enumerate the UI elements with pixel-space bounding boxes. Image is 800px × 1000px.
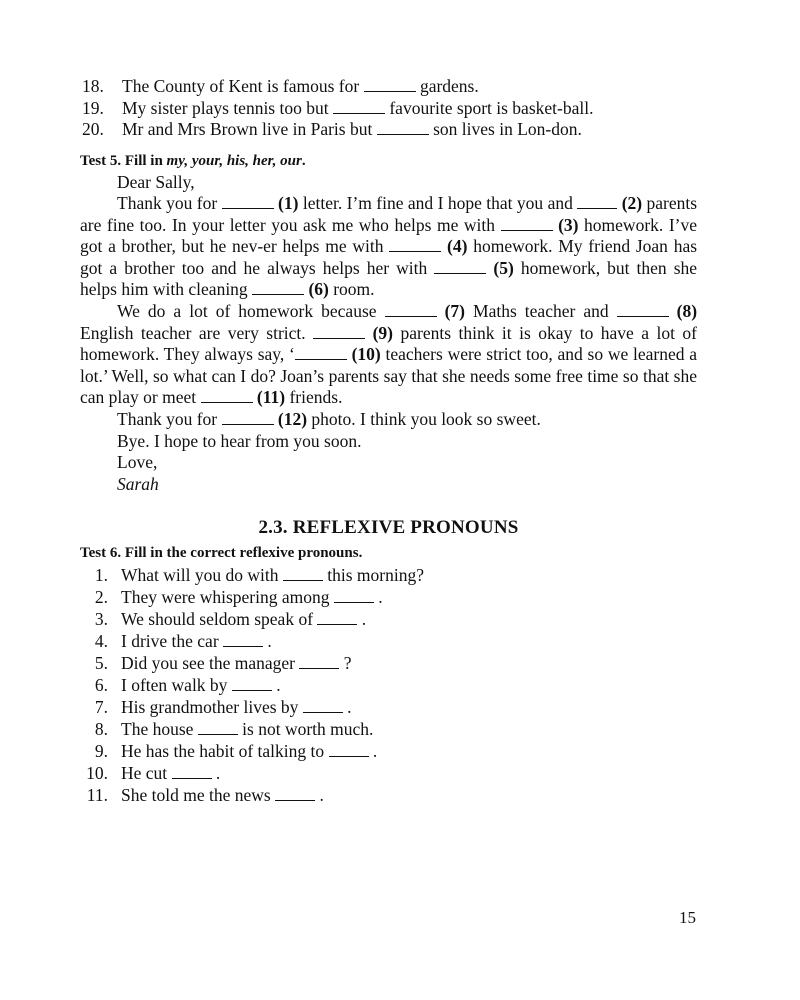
exercise-list-top	[80, 76, 697, 141]
blank-line[interactable]	[364, 77, 416, 92]
letter-closing: Bye. I hope to hear from you soon.	[117, 430, 362, 451]
blank-line[interactable]	[333, 99, 385, 114]
blank-line[interactable]	[252, 280, 304, 295]
blank-line[interactable]	[172, 764, 212, 779]
item-number: 10.	[86, 763, 108, 784]
exercise-list-test6	[80, 564, 697, 806]
blank-line[interactable]	[577, 194, 617, 209]
blank-line[interactable]	[329, 742, 369, 757]
list-item: 9. He has the habit of talking to .	[80, 740, 697, 762]
item-number: 9.	[94, 741, 108, 762]
test6-heading: Test 6. Fill in the correct reflexive pronouns.	[80, 545, 363, 562]
list-item: 3. We should seldom speak of .	[80, 608, 697, 630]
page-content	[80, 76, 697, 806]
letter	[80, 172, 697, 496]
blank-line[interactable]	[313, 324, 365, 339]
list-item: 10. He cut .	[80, 762, 697, 784]
blank-line[interactable]	[232, 676, 272, 691]
list-item: 20. Mr and Mrs Brown live in Paris but son lives in Lon-don.	[82, 119, 582, 139]
blank-line[interactable]	[299, 654, 339, 669]
letter-paragraph-1: Thank you for (1) letter. I’m fine and I hope that you and (2) parents are fine too. In your letter you ask me who helps me with (3) homework. I’ve got a brother, but he nev-er helps me with (4) homework. My friend Joan has got a brother too and he always helps her with (5) homework, but then she helps him with cleaning (6) room.	[80, 193, 698, 300]
letter-paragraph-2: We do a lot of homework because (7) Maths teacher and (8) English teacher are very strict. (9) parents think it is okay to have a lot of homework. They always say, ‘ (10) teachers were strict too, and so we learned a lot.’ Well, so what can I do? Joan’s parents say that she needs some free time so that she can play or meet (11) friends.	[80, 301, 698, 408]
item-number: 11.	[86, 785, 108, 806]
item-number: 7.	[94, 697, 108, 718]
list-item: 8. The house is not worth much.	[80, 718, 697, 740]
blank-line[interactable]	[223, 632, 263, 647]
list-item: 6. I often walk by .	[80, 674, 697, 696]
list-item: 11. She told me the news .	[80, 784, 697, 806]
test5-heading: Test 5. Fill in my, your, his, her, our.	[80, 152, 306, 169]
blank-line[interactable]	[295, 345, 347, 360]
blank-line[interactable]	[201, 388, 253, 403]
letter-love: Love,	[117, 452, 158, 473]
blank-line[interactable]	[222, 194, 274, 209]
blank-line[interactable]	[385, 302, 437, 317]
blank-line[interactable]	[317, 610, 357, 625]
item-number: 4.	[94, 631, 108, 652]
blank-line[interactable]	[617, 302, 669, 317]
list-item: 7. His grandmother lives by .	[80, 696, 697, 718]
list-item: 4. I drive the car .	[80, 630, 697, 652]
item-number: 2.	[94, 587, 108, 608]
list-item: 18. The County of Kent is famous for gardens.	[82, 76, 479, 96]
page-number: 15	[679, 908, 696, 927]
letter-signature: Sarah	[117, 473, 159, 494]
section-title: 2.3. REFLEXIVE PRONOUNS	[258, 517, 519, 539]
list-item: 5. Did you see the manager ?	[80, 652, 697, 674]
blank-line[interactable]	[501, 216, 553, 231]
item-number: 5.	[94, 653, 108, 674]
blank-line[interactable]	[222, 410, 274, 425]
item-number: 1.	[94, 565, 108, 586]
blank-line[interactable]	[198, 720, 238, 735]
blank-line[interactable]	[389, 237, 441, 252]
letter-greeting: Dear Sally,	[117, 171, 195, 192]
blank-line[interactable]	[283, 566, 323, 581]
item-number: 8.	[94, 719, 108, 740]
item-number: 20.	[82, 119, 104, 139]
blank-line[interactable]	[334, 588, 374, 603]
list-item: 1. What will you do with this morning?	[80, 564, 697, 586]
list-item: 19. My sister plays tennis too but favourite sport is basket-ball.	[82, 97, 594, 118]
letter-paragraph-3: Thank you for (12) photo. I think you look so sweet.	[117, 409, 541, 430]
item-number: 6.	[94, 675, 108, 696]
item-number: 18.	[82, 76, 104, 96]
item-number: 3.	[94, 609, 108, 630]
blank-line[interactable]	[434, 259, 486, 274]
blank-line[interactable]	[275, 786, 315, 801]
blank-line[interactable]	[303, 698, 343, 713]
item-number: 19.	[82, 97, 104, 118]
blank-line[interactable]	[377, 120, 429, 135]
list-item: 2. They were whispering among .	[80, 586, 697, 608]
